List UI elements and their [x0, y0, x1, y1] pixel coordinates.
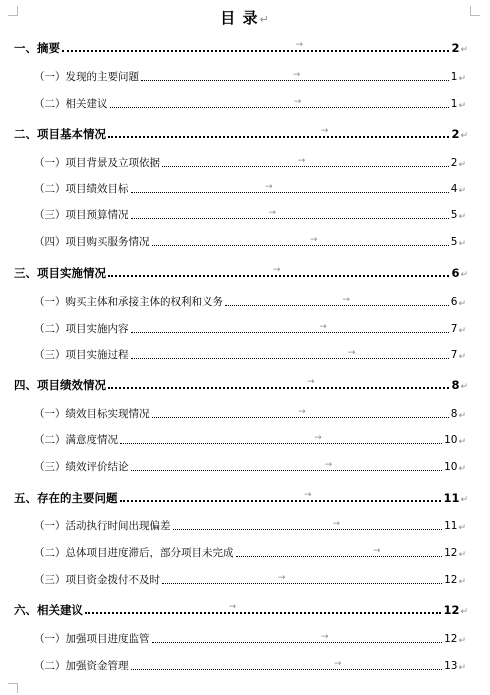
- dot-leader: [131, 322, 449, 333]
- toc-page-number: 12: [444, 633, 458, 645]
- paragraph-mark-icon: ↵: [460, 131, 468, 141]
- toc-page-number: 13: [444, 660, 458, 672]
- toc-heading-entry[interactable]: [14, 265, 468, 281]
- toc-page-number: 7: [450, 323, 458, 335]
- toc-heading-entry[interactable]: [14, 126, 468, 142]
- tab-mark-icon: →: [265, 182, 273, 192]
- toc-entry-text: （三）项目资金拨付不及时: [34, 574, 160, 586]
- dot-leader: [131, 182, 449, 193]
- toc-page-number: 2: [451, 127, 460, 141]
- toc-entry-text: 二、项目基本情况: [14, 127, 106, 141]
- toc-subentry[interactable]: [34, 96, 466, 112]
- toc-entry-text: （三）绩效评价结论: [34, 461, 129, 473]
- paragraph-mark-icon: ↵: [460, 270, 468, 280]
- toc-entry-text: （一）绩效目标实现情况: [34, 408, 150, 420]
- toc-entry-text: 六、相关建议: [14, 603, 83, 617]
- paragraph-mark-icon: ↵: [458, 352, 466, 362]
- toc-entry-text: （一）活动执行时间出现偏差: [34, 520, 171, 532]
- toc-entry-text: （二）加强资金管理: [34, 660, 129, 672]
- dot-leader: [152, 632, 443, 643]
- toc-subentry[interactable]: [34, 181, 466, 197]
- tab-mark-icon: →: [272, 265, 281, 275]
- toc-heading-entry[interactable]: [14, 602, 468, 618]
- toc-page-number: 12: [444, 574, 458, 586]
- dot-leader: [108, 377, 449, 389]
- toc-subentry[interactable]: [34, 459, 466, 475]
- toc-entry-text: （一）项目背景及立项依据: [34, 157, 160, 169]
- paragraph-mark-icon: ↵: [458, 411, 466, 421]
- dot-leader: [131, 208, 449, 219]
- tab-mark-icon: →: [277, 573, 286, 583]
- tab-mark-icon: →: [319, 322, 327, 332]
- paragraph-mark-icon: ↵: [460, 495, 468, 505]
- toc-subentry[interactable]: [34, 518, 466, 534]
- toc-subentry[interactable]: [34, 69, 466, 85]
- tab-mark-icon: →: [332, 519, 341, 529]
- toc-entry-text: （二）满意度情况: [34, 434, 118, 446]
- tab-mark-icon: →: [292, 70, 301, 80]
- toc-subentry[interactable]: [34, 321, 466, 337]
- tab-mark-icon: →: [307, 377, 315, 387]
- paragraph-mark-icon: ↵: [458, 160, 466, 170]
- tab-mark-icon: →: [228, 602, 237, 612]
- toc-page-number: 11: [444, 520, 458, 532]
- tab-mark-icon: →: [321, 632, 329, 642]
- toc-heading-entry[interactable]: [14, 490, 468, 506]
- paragraph-mark-icon: ↵: [458, 186, 466, 196]
- dot-leader: [173, 519, 443, 530]
- toc-entry-text: （三）项目实施过程: [34, 349, 129, 361]
- dot-leader: [152, 235, 449, 246]
- toc-entry-text: （四）项目购买服务情况: [34, 236, 150, 248]
- toc-page-number: 2: [450, 157, 458, 169]
- paragraph-mark-icon: ↵: [458, 101, 466, 111]
- tab-mark-icon: →: [334, 659, 342, 669]
- toc-page-number: 1: [450, 71, 458, 83]
- paragraph-mark-icon: ↵: [458, 437, 466, 447]
- toc-entry-text: 三、项目实施情况: [14, 266, 106, 280]
- dot-leader: [120, 433, 442, 444]
- dot-leader: [162, 156, 449, 167]
- toc-page-number: 6: [451, 266, 460, 280]
- tab-mark-icon: →: [320, 126, 329, 136]
- tab-mark-icon: →: [314, 433, 322, 443]
- paragraph-mark-icon: ↵: [458, 239, 466, 249]
- dot-leader: [108, 265, 449, 277]
- dot-leader: [225, 295, 449, 306]
- toc-page-number: 5: [450, 209, 458, 221]
- toc-page-number: 8: [450, 408, 458, 420]
- paragraph-mark-icon: ↵: [460, 607, 468, 617]
- toc-entry-text: （二）相关建议: [34, 98, 108, 110]
- tab-mark-icon: →: [295, 40, 303, 50]
- paragraph-mark-icon: ↵: [458, 523, 466, 533]
- paragraph-mark-icon: ↵: [458, 636, 466, 646]
- dot-leader: [141, 70, 449, 81]
- toc-page-number: 12: [444, 547, 458, 559]
- paragraph-mark-icon: ↵: [458, 299, 466, 309]
- paragraph-mark-icon: ↵: [259, 13, 270, 26]
- tab-mark-icon: →: [298, 407, 306, 417]
- tab-mark-icon: →: [342, 295, 350, 305]
- paragraph-mark-icon: ↵: [458, 326, 466, 336]
- toc-page-number: 8: [451, 378, 460, 392]
- dot-leader: [131, 460, 443, 471]
- toc-heading-entry[interactable]: [14, 377, 468, 393]
- paragraph-mark-icon: ↵: [458, 550, 466, 560]
- paragraph-mark-icon: ↵: [458, 663, 466, 673]
- toc-page-number: 11: [443, 491, 460, 505]
- dot-leader: [108, 126, 449, 138]
- paragraph-mark-icon: ↵: [458, 464, 466, 474]
- toc-entry-text: （二）项目实施内容: [34, 323, 129, 335]
- toc-subentry[interactable]: [34, 406, 466, 422]
- toc-title-text: 目 录: [220, 9, 259, 27]
- dot-leader: [120, 490, 442, 502]
- paragraph-mark-icon: ↵: [458, 577, 466, 587]
- toc-subentry[interactable]: [34, 155, 466, 171]
- tab-mark-icon: →: [268, 208, 276, 218]
- toc-heading-entry[interactable]: [14, 40, 468, 56]
- toc-page-number: 1: [450, 98, 458, 110]
- toc-page-number: 4: [450, 183, 458, 195]
- toc-subentry[interactable]: [34, 658, 466, 674]
- toc-page-number: 12: [443, 603, 460, 617]
- toc-subentry[interactable]: [34, 545, 466, 561]
- paragraph-mark-icon: ↵: [458, 74, 466, 84]
- paragraph-mark-icon: ↵: [460, 45, 468, 55]
- dot-leader: [236, 546, 443, 557]
- toc-subentry[interactable]: [34, 234, 466, 250]
- tab-mark-icon: →: [310, 235, 318, 245]
- tab-mark-icon: →: [347, 348, 356, 358]
- toc-subentry[interactable]: [34, 294, 466, 310]
- toc-subentry[interactable]: [34, 572, 466, 588]
- dot-leader: [162, 573, 442, 584]
- dot-leader: [85, 602, 441, 614]
- tab-mark-icon: →: [297, 156, 306, 166]
- toc-subentry[interactable]: [34, 347, 466, 363]
- toc-page-number: 2: [451, 41, 460, 55]
- dot-leader: [110, 97, 449, 108]
- tab-mark-icon: →: [324, 460, 333, 470]
- tab-mark-icon: →: [372, 546, 381, 556]
- toc-page-number: 5: [450, 236, 458, 248]
- toc-entry-text: （一）发现的主要问题: [34, 71, 139, 83]
- dot-leader: [152, 407, 449, 418]
- toc-entry-text: 一、摘要: [14, 41, 60, 55]
- dot-leader: [62, 40, 449, 52]
- paragraph-mark-icon: ↵: [460, 382, 468, 392]
- toc-page-number: 6: [450, 296, 458, 308]
- tab-mark-icon: →: [293, 97, 302, 107]
- toc-page-number: 10: [444, 461, 458, 473]
- paragraph-mark-icon: ↵: [458, 212, 466, 222]
- toc-entry-text: （二）项目绩效目标: [34, 183, 129, 195]
- dot-leader: [131, 348, 449, 359]
- toc-entry-text: 四、项目绩效情况: [14, 378, 106, 392]
- toc-entry-text: 五、存在的主要问题: [14, 491, 118, 505]
- toc-subentry[interactable]: [34, 432, 466, 448]
- toc-subentry[interactable]: [34, 207, 466, 223]
- toc-page-number: 10: [444, 434, 458, 446]
- toc-subentry[interactable]: [34, 631, 466, 647]
- toc-entry-text: （三）项目预算情况: [34, 209, 129, 221]
- toc-page-number: 7: [450, 349, 458, 361]
- dot-leader: [131, 659, 443, 670]
- toc-entry-text: （一）加强项目进度监管: [34, 633, 150, 645]
- toc-entry-text: （一）购买主体和承接主体的权利和义务: [34, 296, 223, 308]
- toc-entry-text: （二）总体项目进度滞后，部分项目未完成: [34, 547, 234, 559]
- tab-mark-icon: →: [304, 490, 312, 500]
